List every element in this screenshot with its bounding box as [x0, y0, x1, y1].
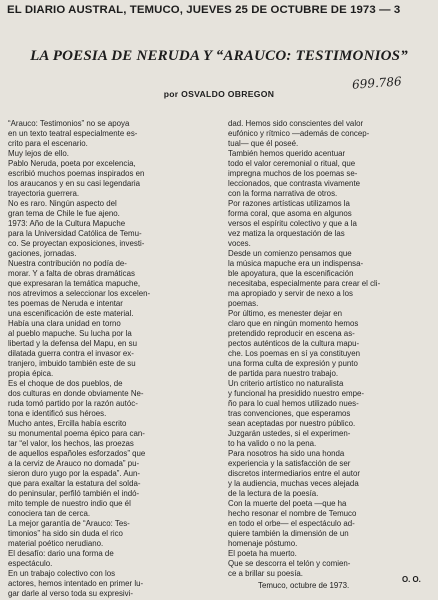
author-initials: O. O. — [402, 575, 421, 584]
article-line: pectos auténticos de la cultura mapu- — [228, 339, 360, 348]
article-line: tes poemas de Neruda e intentar — [8, 299, 123, 308]
article-line: No es raro. Ningún aspecto del — [8, 199, 117, 208]
article-line: los araucanos y en su casi legendaria — [8, 179, 141, 188]
article-line: morar. Y a falta de obras dramáticas — [8, 269, 135, 278]
article-line: y la audiencia, muchas veces alejada — [228, 479, 359, 488]
article-line: El poeta ha muerto. — [228, 549, 297, 558]
article-line: pretendido reproducir en escena as- — [228, 329, 355, 338]
article-line: voces. — [228, 239, 251, 248]
article-line: Mucho antes, Ercilla había escrito — [8, 419, 127, 428]
article-line: Pablo Neruda, poeta por excelencia, — [8, 159, 136, 168]
article-line: tras convenciones, que esperamos — [228, 409, 351, 418]
article-line: escribió muchos poemas inspirados en — [8, 169, 145, 178]
article-line: la música mapuche era un indispensa- — [228, 259, 364, 268]
article-line: discretos intermediarios entre el autor — [228, 469, 361, 478]
article-line: quiere también la dimensión de un — [228, 529, 349, 538]
article-line: ño para lo cual hemos utilizado nues- — [228, 399, 359, 408]
article-line: forma coral, que asoma en algunos — [228, 209, 352, 218]
article-title: LA POESIA DE NERUDA Y “ARAUCO: TESTIMONIOS” — [30, 48, 408, 64]
article-line: dos culturas en donde obviamente Ne- — [8, 389, 144, 398]
article-line: Había una clara unidad en torno — [8, 319, 121, 328]
article-line: de aquellos españoles esforzados” que — [8, 449, 146, 458]
article-line: homenaje póstumo. — [228, 539, 298, 548]
article-line: de partida para nuestro trabajo. — [228, 369, 339, 378]
article-column-right — [228, 119, 432, 579]
article-line: sean aceptadas por nuestro público. — [228, 419, 356, 428]
article-line: Desde un comienzo pensamos que — [228, 249, 352, 258]
article-line: a la cerviz de Arauco no domada” pu- — [8, 459, 140, 468]
article-line: espectáculo. — [8, 559, 53, 568]
article-line: ce a brillar su poesía. — [228, 569, 303, 578]
article-line: poemas. — [228, 299, 259, 308]
article-line: Es el choque de dos pueblos, de — [8, 379, 123, 388]
article-line: gran tema de Chile le fue ajeno. — [8, 209, 120, 218]
article-line: Con la muerte del poeta —que ha — [228, 499, 347, 508]
article-line: que expresaran la temática mapuche, — [8, 279, 141, 288]
article-line: sieron duro yugo por la espada”. Aun- — [8, 469, 141, 478]
article-line: y funcional ha presidido nuestro empe- — [228, 389, 364, 398]
article-line: conociera tan de cerca. — [8, 509, 91, 518]
article-line: tual— que él poseé. — [228, 139, 299, 148]
article-line: tranjero, imbuido también este de su — [8, 359, 136, 368]
article-line: vez matiza la orquestación de las — [228, 229, 345, 238]
article-line: con la forma narrativa de otros. — [228, 189, 338, 198]
article-line: hecho resonar el nombre de Temuco — [228, 509, 357, 518]
article-line: Nuestra contribución no podía de- — [8, 259, 127, 268]
article-byline: por OSVALDO OBREGON — [163, 89, 275, 99]
article-line: leccionados, que contrasta vivamente — [228, 179, 361, 188]
article-line: ble apoyatura, que la escenificación — [228, 269, 354, 278]
article-line: eufónico y rítmico —además de concep- — [228, 129, 370, 138]
article-line: gar darle al verso toda su expresivi- — [8, 589, 133, 598]
article-line: Un criterio artístico no naturalista — [228, 379, 344, 388]
article-line: en un texto teatral especialmente es- — [8, 129, 138, 138]
article-line: Muy lejos de ello. — [8, 149, 69, 158]
article-line: dilatada guerra contra el invasor ex- — [8, 349, 134, 358]
article-line: Por último, es menester dejar en — [228, 309, 343, 318]
article-line: una forma culta de expresión y punto — [228, 359, 358, 368]
article-line: En un trabajo colectivo con los — [8, 569, 116, 578]
article-line: La mejor garantía de “Arauco: Tes- — [8, 519, 130, 528]
article-line: actores, hemos intentado en primer lu- — [8, 579, 144, 588]
article-line: al pueblo mapuche. Su lucha por la — [8, 329, 132, 338]
article-line: versos el espíritu colectivo y que a la — [228, 219, 357, 228]
article-line: También hemos querido acentuar — [228, 149, 346, 158]
article-line: co. Se proyectan exposiciones, investi- — [8, 239, 145, 248]
article-line: libertad y la defensa del Mapu, en su — [8, 339, 137, 348]
article-line: mito temple de nuestro indio que él — [8, 499, 131, 508]
article-line: necesitaba, especialmente para crear el cli- — [228, 279, 381, 288]
article-line: ruda tomó partido por la razón autóc- — [8, 399, 138, 408]
article-line: claro que en ningún momento hemos — [228, 319, 359, 328]
article-line: nos atrevimos a seleccionar los excelen- — [8, 289, 151, 298]
article-line: tona e identificó sus héroes. — [8, 409, 107, 418]
article-line: una escenificación de este material. — [8, 309, 134, 318]
article-line: experiencia y la satisfacción de ser — [228, 459, 351, 468]
article-line: su monumental poema épico para can- — [8, 429, 145, 438]
newspaper-header: EL DIARIO AUSTRAL, TEMUCO, JUEVES 25 DE OCTUBRE DE 1973 — 3 — [7, 4, 401, 16]
article-line: ma apropiado y servir de nexo a los — [228, 289, 354, 298]
article-line: crito para el escenario. — [8, 139, 88, 148]
article-line: Que se descorra el telón y comien- — [228, 559, 351, 568]
handwritten-catalog-number: 699.786 — [351, 74, 403, 92]
article-line: tar “el valor, los hechos, las proezas — [8, 439, 134, 448]
article-line: para la Universidad Católica de Temu- — [8, 229, 142, 238]
article-line: timonios” ha sido sin duda el rico — [8, 529, 123, 538]
article-line: Por razones artísticas utilizamos la — [228, 199, 350, 208]
article-line: todo el valor ceremonial o ritual, que — [228, 159, 356, 168]
article-signoff: Temuco, octubre de 1973. — [258, 581, 350, 590]
article-line: gaciones, jornadas. — [8, 249, 77, 258]
article-line: de la lectura de la poesía. — [228, 489, 319, 498]
article-line: do peninsular, perfiló también el indó- — [8, 489, 140, 498]
article-line: dad. Hemos sido conscientes del valor — [228, 119, 364, 128]
article-line: en todo el orbe— el espectáculo ad- — [228, 519, 355, 528]
article-line: trayectoria guerrera. — [8, 189, 80, 198]
article-line: 1973: Año de la Cultura Mapuche — [8, 219, 126, 228]
article-line: impregna muchos de los poemas se- — [228, 169, 358, 178]
article-line: Juzgarán ustedes, si el experimen- — [228, 429, 351, 438]
article-line: material poético nerudiano. — [8, 539, 104, 548]
article-line: que para exaltar la estatura del solda- — [8, 479, 141, 488]
article-line: Para nosotros ha sido una honda — [228, 449, 345, 458]
article-line: to ha valido o no la pena. — [228, 439, 317, 448]
article-line: propia épica. — [8, 369, 54, 378]
article-line: che. Los poemas en sí ya constituyen — [228, 349, 361, 358]
article-column-left — [8, 119, 216, 599]
article-line: El desafío: dario una forma de — [8, 549, 114, 558]
article-line: “Arauco: Testimonios” no se apoya — [8, 119, 130, 128]
